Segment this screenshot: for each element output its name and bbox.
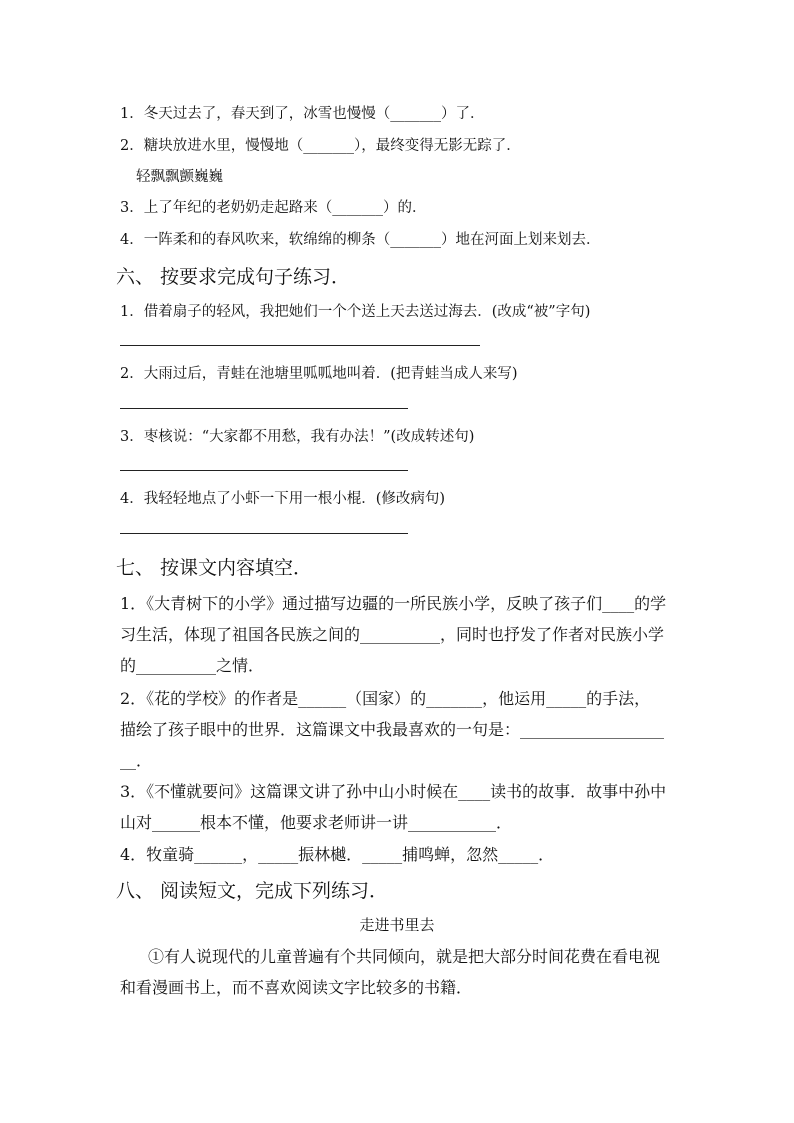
sentence-item-4: 4．我轻轻地点了小虾一下用一根小棍．(修改病句) xyxy=(120,491,446,507)
answer-line-2[interactable] xyxy=(120,408,408,409)
text-fill-line: 的__________之情． xyxy=(120,656,265,675)
word-bank: 轻飘飘颤巍巍 xyxy=(136,169,223,185)
sentence-item-2: 2．大雨过后，青蛙在池塘里呱呱地叫着．(把青蛙当成人来写) xyxy=(120,366,518,382)
text-fill-line: 3．《不懂就要问》这篇课文讲了孙中山小时候在____读书的故事．故事中孙中 xyxy=(120,782,667,801)
passage-title: 走进书里去 xyxy=(359,916,435,934)
fill-item-1: 1．冬天过去了，春天到了，冰雪也慢慢（_______）了． xyxy=(120,106,485,122)
passage-line: ①有人说现代的儿童普遍有个共同倾向，就是把大部分时间花费在看电视 xyxy=(148,947,661,966)
fill-item-2: 2．糖块放进水里，慢慢地（_______），最终变得无影无踪了． xyxy=(120,138,521,154)
text-fill-line: 1．《大青树下的小学》通过描写边疆的一所民族小学，反映了孩子们____的学 xyxy=(120,594,667,613)
answer-line-4[interactable] xyxy=(120,533,408,534)
sentence-item-1: 1．借着扇子的轻风，我把她们一个个送上天去送过海去．(改成“被”字句) xyxy=(120,304,591,320)
sentence-item-3: 3．枣核说：“大家都不用愁，我有办法！”(改成转述句) xyxy=(120,429,475,445)
text-fill-line: 4．牧童骑______，_____振林樾．_____捕鸣蝉，忽然_____． xyxy=(120,845,555,864)
passage-line: 和看漫画书上，而不喜欢阅读文字比较多的书籍． xyxy=(120,978,473,997)
section-7-heading: 七、 按课文内容填空． xyxy=(116,557,313,579)
text-fill-line: 2．《花的学校》的作者是______（国家）的_______，他运用_____的手法， xyxy=(120,689,651,708)
section-8-heading: 八、 阅读短文，完成下列练习． xyxy=(116,880,389,902)
section-6-heading: 六、 按要求完成句子练习． xyxy=(116,266,351,288)
text-fill-line: 习生活，体现了祖国各民族之间的__________，同时也抒发了作者对民族小学 xyxy=(120,625,665,644)
fill-item-4: 4．一阵柔和的春风吹来，软绵绵的柳条（_______）地在河面上划来划去． xyxy=(120,232,601,248)
answer-line-3[interactable] xyxy=(120,470,408,471)
text-fill-line: 山对______根本不懂，他要求老师讲一讲___________． xyxy=(120,813,513,832)
text-fill-line: 描绘了孩子眼中的世界．这篇课文中我最喜欢的一句是：__________________ xyxy=(120,720,665,739)
fill-item-3: 3．上了年纪的老奶奶走起路来（_______）的． xyxy=(120,200,427,216)
text-fill-line: __． xyxy=(120,751,153,770)
answer-line-1[interactable] xyxy=(120,345,480,346)
